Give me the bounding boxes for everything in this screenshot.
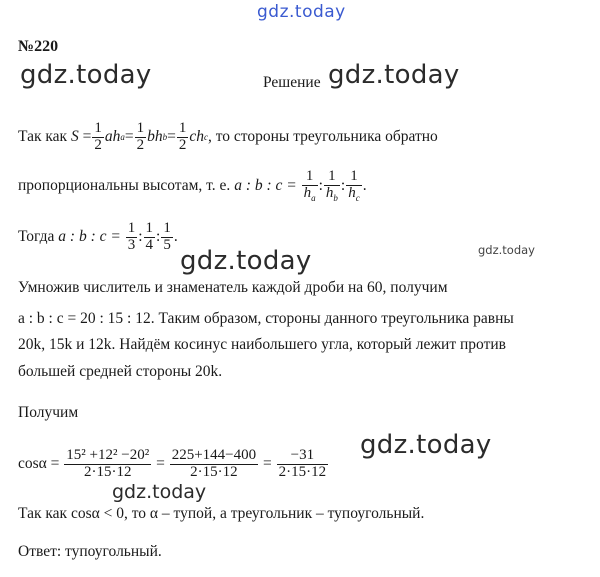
watermark-bottom: gdz.today: [112, 481, 207, 503]
line3-prefix: Тогда: [18, 228, 55, 245]
proportional-line: пропорциональны высотам, т. е. a : b : c = $\frac{1}{h_a}$ : 1 $h_b$ : 1 $h_c$ .: [18, 167, 367, 203]
poluchim-label: Получим: [18, 404, 79, 421]
sub-a: a: [120, 132, 125, 142]
para-line-3: 20k, 15k и 12k. Найдём косинус наибольшего угла, который лежит против: [18, 336, 506, 353]
fraction-1-hb: 1 $h_b$: [325, 167, 338, 203]
para-line-1: Умножив числитель и знаменатель каждой дроби на 60, получим: [18, 279, 448, 296]
ratio-line: Тогда a : b : c = $\frac{1}{3}$ : 1 4 : 1 5 .: [18, 219, 178, 253]
eq: =: [263, 455, 272, 472]
cosine-formula: [18, 442, 329, 486]
watermark-center: gdz.today: [180, 246, 312, 276]
fraction-1-5: 1 5: [163, 219, 171, 253]
var-h: h: [112, 128, 121, 145]
fraction-1-4: 1 4: [145, 219, 154, 253]
eq: =: [167, 128, 176, 145]
answer-line: Ответ: тупоугольный.: [18, 543, 162, 560]
var-h: h: [196, 128, 204, 145]
var-S: S: [70, 128, 79, 145]
problem-number: №220: [18, 38, 59, 55]
var-h: h: [154, 128, 163, 145]
ratio-abc: a : b : c =: [58, 228, 121, 245]
sub-c: c: [203, 132, 208, 142]
fraction-1-ha: $\frac{1}{h_a}$: [303, 167, 316, 203]
var-c: c: [189, 128, 197, 145]
eq: =: [50, 455, 60, 472]
ratio-abc: a : b : c =: [234, 177, 297, 194]
cos-alpha: cosα: [18, 455, 47, 472]
line2-prefix: пропорциональны высотам, т. е.: [18, 177, 231, 194]
sub-b: b: [162, 132, 168, 142]
watermark-left: gdz.today: [20, 60, 152, 90]
fraction-1-hc: 1 $h_c$: [348, 167, 360, 203]
fraction-1-3: $\frac{1}{3}$: [127, 219, 136, 253]
fraction-half: $\frac{1}{2}$: [136, 119, 145, 153]
fraction-half: $\frac{1}{2}$: [178, 119, 187, 153]
para-line-4: большей средней стороны 20k.: [18, 363, 223, 380]
fraction-cos-3: $\frac{-31}{2\cdot 15\cdot 12}$: [278, 446, 327, 480]
watermark-formula-right: gdz.today: [360, 430, 492, 460]
line1-prefix: Так как: [18, 128, 68, 145]
fraction-half: $\frac{1}{2}$: [94, 119, 102, 153]
line2-end: .: [362, 177, 367, 194]
para-line-2: a : b : c = 20 : 15 : 12. Таким образом, стороны данного треугольника равны: [18, 310, 514, 327]
watermark-header-right: gdz.today: [328, 60, 460, 90]
watermark-top: gdz.today: [257, 2, 346, 22]
eq: =: [124, 128, 134, 145]
watermark-small-right: gdz.today: [478, 243, 535, 257]
section-title: Решение: [263, 74, 321, 91]
line1-suffix: , то стороны треугольника обратно: [207, 128, 438, 145]
conclusion-line: Так как cosα < 0, то α – тупой, а треугольник – тупоугольный.: [18, 505, 425, 522]
var-a: a: [104, 128, 113, 145]
var-b: b: [147, 128, 155, 145]
fraction-cos-2: $\frac{225+144-400}{2\cdot 15\cdot 12}$: [171, 446, 257, 480]
eq: =: [156, 455, 165, 472]
fraction-cos-1: $\frac{\text{15² +12² −20²}}{2\cdot 15\cdot 12}$: [66, 446, 150, 480]
line3-end: .: [173, 228, 178, 245]
eq: =: [82, 128, 92, 145]
area-formula-line: [18, 116, 438, 158]
